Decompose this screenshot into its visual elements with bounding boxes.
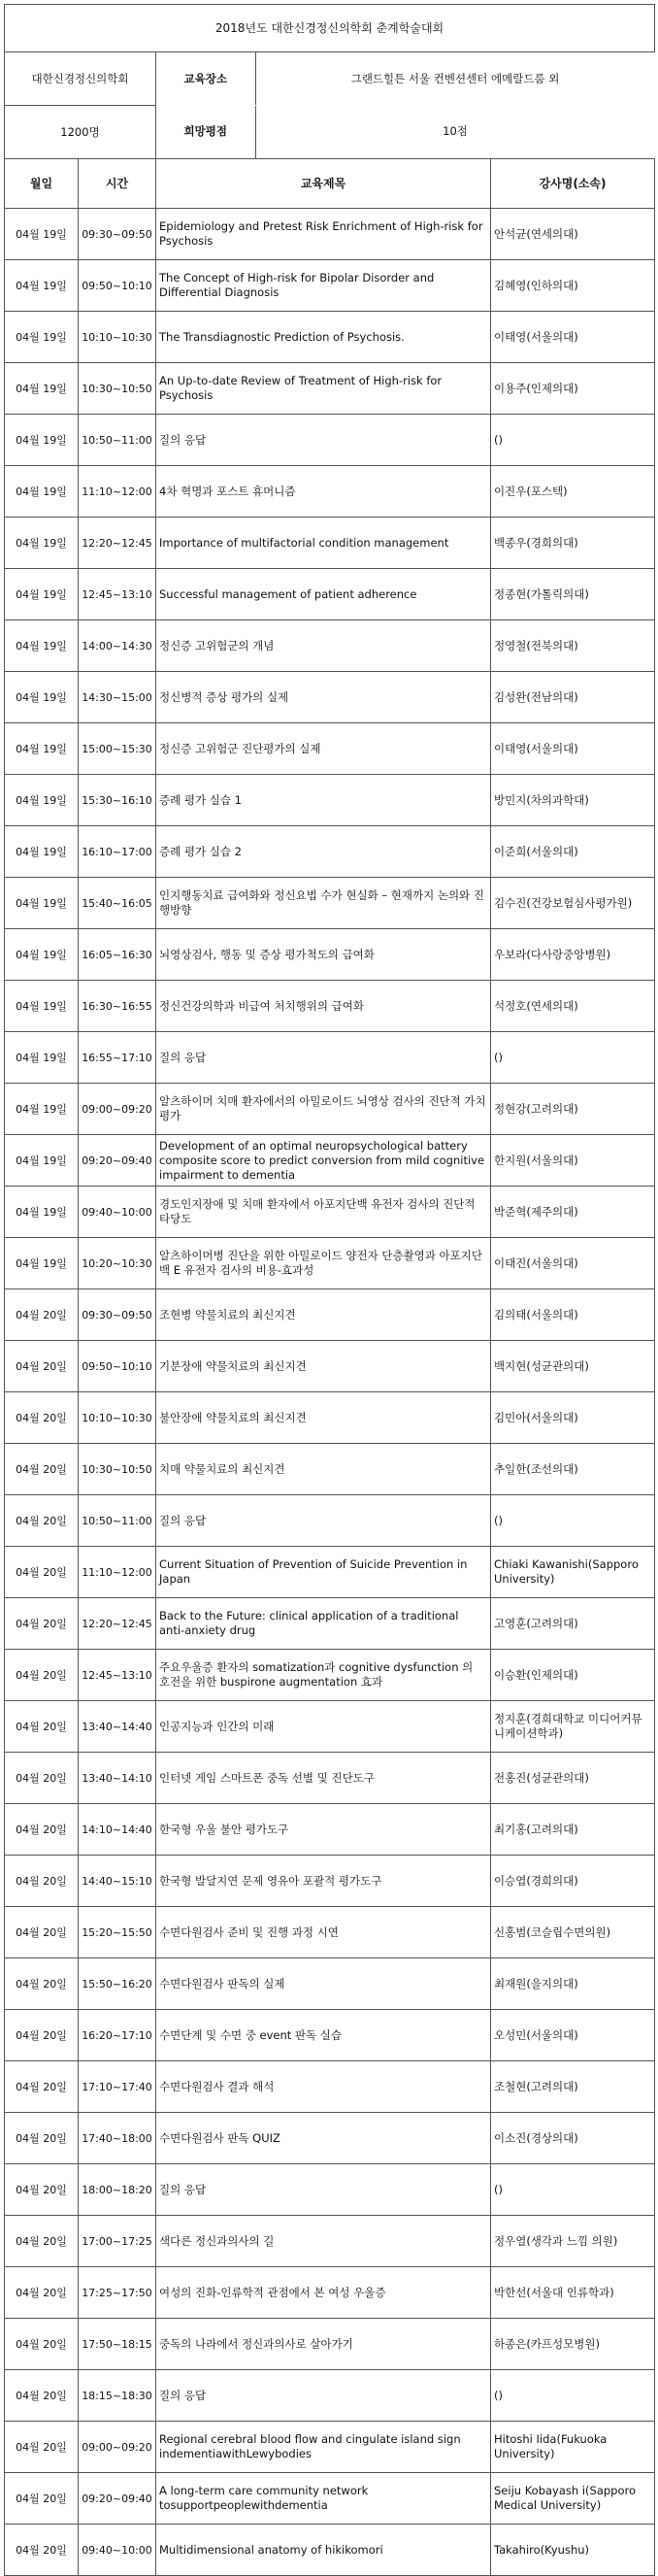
session-row: [5, 1135, 655, 1187]
session-date: 04월 19일: [5, 878, 79, 929]
points-value: 10점: [443, 124, 468, 139]
session-row: [5, 1392, 655, 1444]
session-speaker: 조철현(고려의대): [491, 2061, 655, 2113]
session-row: [5, 363, 655, 415]
session-date: 04월 20일: [5, 1804, 79, 1856]
session-row: [5, 260, 655, 312]
session-speaker: 최재원(을지의대): [491, 1958, 655, 2010]
session-time: 16:10~17:00: [79, 826, 156, 878]
session-title: 인지행동치료 급여화와 정신요법 수가 현실화 – 현재까지 논의와 진행방향: [156, 878, 491, 929]
session-time: 09:40~10:00: [79, 2525, 156, 2576]
session-speaker: 박준혁(제주의대): [491, 1187, 655, 1238]
session-speaker: 이승엽(경희의대): [491, 1856, 655, 1907]
session-title: An Up-to-date Review of Treatment of High-risk for Psychosis: [156, 363, 491, 415]
session-speaker: 김혜영(인하의대): [491, 260, 655, 312]
session-row: [5, 723, 655, 775]
session-title: 수면다원검사 판독의 실제: [156, 1958, 491, 2010]
session-row: [5, 620, 655, 672]
session-row: [5, 1701, 655, 1753]
session-speaker: 오성민(서울의대): [491, 2010, 655, 2061]
session-speaker: 우보라(다사랑중앙병원): [491, 929, 655, 981]
session-time: 17:50~18:15: [79, 2319, 156, 2370]
session-time: 12:45~13:10: [79, 1650, 156, 1701]
page-title: 2018년도 대한신경정신의학회 춘계학술대회: [5, 5, 655, 52]
session-row: [5, 1341, 655, 1392]
session-date: 04월 20일: [5, 1907, 79, 1958]
session-time: 09:40~10:00: [79, 1187, 156, 1238]
session-time: 09:00~09:20: [79, 2422, 156, 2473]
session-title: The Transdiagnostic Prediction of Psychosis.: [156, 312, 491, 363]
session-title: 경도인지장애 및 치매 환자에서 아포지단백 유전자 검사의 진단적 타당도: [156, 1187, 491, 1238]
header-speaker: 강사명(소속): [491, 159, 655, 209]
session-title: 한국형 우울 불안 평가도구: [156, 1804, 491, 1856]
session-time: 09:00~09:20: [79, 1084, 156, 1135]
session-time: 09:50~10:10: [79, 260, 156, 312]
session-row: [5, 1547, 655, 1598]
session-date: 04월 19일: [5, 1238, 79, 1289]
session-time: 17:25~17:50: [79, 2267, 156, 2319]
session-date: 04월 20일: [5, 1650, 79, 1701]
session-date: 04월 20일: [5, 2113, 79, 2164]
session-row: [5, 1084, 655, 1135]
session-date: 04월 19일: [5, 518, 79, 569]
session-date: 04월 20일: [5, 1753, 79, 1804]
session-time: 16:20~17:10: [79, 2010, 156, 2061]
session-time: 09:20~09:40: [79, 1135, 156, 1187]
session-title: 질의 응답: [156, 1495, 491, 1547]
session-row: [5, 209, 655, 260]
session-date: 04월 20일: [5, 1958, 79, 2010]
session-title: 알츠하이머 치매 환자에서의 아밀로이드 뇌영상 검사의 진단적 가치 평가: [156, 1084, 491, 1135]
session-time: 18:00~18:20: [79, 2164, 156, 2216]
session-row: [5, 929, 655, 981]
session-row: [5, 312, 655, 363]
session-time: 12:20~12:45: [79, 518, 156, 569]
session-speaker: 이태진(서울의대): [491, 1238, 655, 1289]
session-time: 09:20~09:40: [79, 2473, 156, 2525]
points-row: [5, 106, 655, 159]
session-title: The Concept of High-risk for Bipolar Disorder and Differential Diagnosis: [156, 260, 491, 312]
session-speaker: 전홍진(성균관의대): [491, 1753, 655, 1804]
session-row: [5, 1958, 655, 2010]
attendance-cell: 1200명: [5, 106, 156, 159]
session-date: 04월 19일: [5, 672, 79, 723]
session-title: A long-term care community network tosupportpeoplewithdementia: [156, 2473, 491, 2525]
column-header-row: [5, 159, 655, 209]
session-row: [5, 518, 655, 569]
session-row: [5, 1289, 655, 1341]
session-speaker: 석정호(연세의대): [491, 981, 655, 1032]
session-time: 14:00~14:30: [79, 620, 156, 672]
session-speaker: 이소진(경상의대): [491, 2113, 655, 2164]
session-row: [5, 569, 655, 620]
session-title: Back to the Future: clinical application of a traditional anti-anxiety drug: [156, 1598, 491, 1650]
session-date: 04월 19일: [5, 775, 79, 826]
session-time: 13:40~14:40: [79, 1701, 156, 1753]
session-date: 04월 19일: [5, 415, 79, 466]
session-row: [5, 2267, 655, 2319]
session-time: 15:30~16:10: [79, 775, 156, 826]
session-title: 여성의 진화-인류학적 관점에서 본 여성 우울증: [156, 2267, 491, 2319]
session-time: 16:05~16:30: [79, 929, 156, 981]
session-title: Multidimensional anatomy of hikikomori: [156, 2525, 491, 2576]
session-time: 14:30~15:00: [79, 672, 156, 723]
session-speaker: Chiaki Kawanishi(Sapporo University): [491, 1547, 655, 1598]
header-date: 월일: [5, 159, 79, 209]
session-speaker: 이준희(서울의대): [491, 826, 655, 878]
session-date: 04월 19일: [5, 981, 79, 1032]
session-date: 04월 19일: [5, 363, 79, 415]
session-speaker: 이용주(인제의대): [491, 363, 655, 415]
session-speaker: 신홍범(코슬립수면의원): [491, 1907, 655, 1958]
session-time: 16:30~16:55: [79, 981, 156, 1032]
session-title: 질의 응답: [156, 2164, 491, 2216]
session-date: 04월 19일: [5, 466, 79, 518]
session-speaker: 이태영(서울의대): [491, 312, 655, 363]
session-time: 10:10~10:30: [79, 1392, 156, 1444]
session-title: 정신병적 증상 평가의 실제: [156, 672, 491, 723]
session-title: 중독의 나라에서 정신과의사로 살아가기: [156, 2319, 491, 2370]
session-title: Importance of multifactorial condition management: [156, 518, 491, 569]
session-speaker: 김민아(서울의대): [491, 1392, 655, 1444]
session-date: 04월 19일: [5, 1032, 79, 1084]
session-time: 16:55~17:10: [79, 1032, 156, 1084]
session-date: 04월 19일: [5, 1084, 79, 1135]
session-row: [5, 466, 655, 518]
session-speaker: 김수진(건강보험심사평가원): [491, 878, 655, 929]
session-title: 수면다원검사 준비 및 진행 과정 시연: [156, 1907, 491, 1958]
session-date: 04월 19일: [5, 723, 79, 775]
session-speaker: 하종은(카프성모병원): [491, 2319, 655, 2370]
session-title: 증례 평가 실습 1: [156, 775, 491, 826]
session-row: [5, 2216, 655, 2267]
session-row: [5, 1650, 655, 1701]
venue-label: 교육장소: [156, 52, 255, 105]
session-date: 04월 20일: [5, 1598, 79, 1650]
session-speaker: (): [491, 1032, 655, 1084]
session-date: 04월 19일: [5, 209, 79, 260]
session-date: 04월 19일: [5, 569, 79, 620]
session-speaker: 이태영(서울의대): [491, 723, 655, 775]
session-speaker: (): [491, 415, 655, 466]
session-speaker: (): [491, 2370, 655, 2422]
session-title: 인공지능과 인간의 미래: [156, 1701, 491, 1753]
organizer-cell: 대한신경정신의학회: [5, 52, 156, 106]
schedule-document: [4, 4, 654, 2576]
session-row: [5, 2370, 655, 2422]
session-time: 17:10~17:40: [79, 2061, 156, 2113]
session-title: 인터넷 게임 스마트폰 중독 선별 및 진단도구: [156, 1753, 491, 1804]
session-time: 13:40~14:10: [79, 1753, 156, 1804]
session-date: 04월 20일: [5, 2319, 79, 2370]
session-date: 04월 20일: [5, 2216, 79, 2267]
session-row: [5, 981, 655, 1032]
session-title: 4차 혁명과 포스트 휴머니즘: [156, 466, 491, 518]
session-row: [5, 1444, 655, 1495]
session-date: 04월 20일: [5, 2061, 79, 2113]
session-row: [5, 2061, 655, 2113]
session-time: 09:50~10:10: [79, 1341, 156, 1392]
session-title: 수면다원검사 판독 QUIZ: [156, 2113, 491, 2164]
session-title: 수면단계 및 수면 중 event 판독 실습: [156, 2010, 491, 2061]
session-date: 04월 20일: [5, 1444, 79, 1495]
session-speaker: 백지현(성균관의대): [491, 1341, 655, 1392]
session-title: 색다른 정신과의사의 길: [156, 2216, 491, 2267]
session-row: [5, 1495, 655, 1547]
session-title: 기분장애 약물치료의 최신지견: [156, 1341, 491, 1392]
session-title: 질의 응답: [156, 415, 491, 466]
session-speaker: 안석균(연세의대): [491, 209, 655, 260]
session-date: 04월 20일: [5, 2164, 79, 2216]
session-speaker: (): [491, 1495, 655, 1547]
session-row: [5, 1238, 655, 1289]
session-row: [5, 672, 655, 723]
session-time: 12:45~13:10: [79, 569, 156, 620]
session-date: 04월 20일: [5, 1856, 79, 1907]
session-title: 질의 응답: [156, 2370, 491, 2422]
session-speaker: Seiju Kobayash i(Sapporo Medical University): [491, 2473, 655, 2525]
session-title: 주요우울증 환자의 somatization과 cognitive dysfunction 의 호전을 위한 buspirone augmentation 효과: [156, 1650, 491, 1701]
session-row: [5, 2010, 655, 2061]
session-speaker: 추일한(조선의대): [491, 1444, 655, 1495]
session-time: 09:30~09:50: [79, 209, 156, 260]
session-row: [5, 1856, 655, 1907]
session-title: 불안장애 약물치료의 최신지견: [156, 1392, 491, 1444]
session-time: 17:00~17:25: [79, 2216, 156, 2267]
session-time: 12:20~12:45: [79, 1598, 156, 1650]
session-time: 10:30~10:50: [79, 363, 156, 415]
session-date: 04월 19일: [5, 260, 79, 312]
session-date: 04월 19일: [5, 1135, 79, 1187]
header-time: 시간: [79, 159, 156, 209]
session-title: 한국형 발달지연 문제 영유아 포괄적 평가도구: [156, 1856, 491, 1907]
session-date: 04월 20일: [5, 2267, 79, 2319]
session-row: [5, 878, 655, 929]
session-time: 11:10~12:00: [79, 1547, 156, 1598]
session-date: 04월 20일: [5, 1392, 79, 1444]
session-speaker: 한지원(서울의대): [491, 1135, 655, 1187]
session-title: Epidemiology and Pretest Risk Enrichment of High-risk for Psychosis: [156, 209, 491, 260]
session-time: 15:00~15:30: [79, 723, 156, 775]
session-date: 04월 19일: [5, 826, 79, 878]
session-title: 뇌영상검사, 행동 및 증상 평가척도의 급여화: [156, 929, 491, 981]
header-title: 교육제목: [156, 159, 491, 209]
session-time: 15:50~16:20: [79, 1958, 156, 2010]
session-date: 04월 20일: [5, 2473, 79, 2525]
session-row: [5, 775, 655, 826]
session-date: 04월 20일: [5, 2010, 79, 2061]
venue-value: 그랜드힐튼 서울 컨벤션센터 에메랄드룸 외: [350, 71, 560, 85]
session-speaker: Takahiro(Kyushu): [491, 2525, 655, 2576]
session-speaker: 정현강(고려의대): [491, 1084, 655, 1135]
session-date: 04월 20일: [5, 1701, 79, 1753]
session-row: [5, 1187, 655, 1238]
session-title: Successful management of patient adherence: [156, 569, 491, 620]
session-title: Regional cerebral blood flow and cingulate island sign indementiawithLewybodies: [156, 2422, 491, 2473]
session-date: 04월 19일: [5, 929, 79, 981]
session-speaker: 김성완(전남의대): [491, 672, 655, 723]
session-date: 04월 19일: [5, 1187, 79, 1238]
session-speaker: 정우열(생각과 느낌 의원): [491, 2216, 655, 2267]
session-title: 알츠하이머병 진단을 위한 아밀로이드 양전자 단층촬영과 아포지단백 E 유전자 검사의 비용-효과성: [156, 1238, 491, 1289]
session-time: 15:20~15:50: [79, 1907, 156, 1958]
session-date: 04월 19일: [5, 620, 79, 672]
session-row: [5, 2113, 655, 2164]
session-speaker: 최기홍(고려의대): [491, 1804, 655, 1856]
session-time: 10:20~10:30: [79, 1238, 156, 1289]
session-date: 04월 20일: [5, 2525, 79, 2576]
session-speaker: 정종현(가톨릭의대): [491, 569, 655, 620]
session-row: [5, 415, 655, 466]
session-row: [5, 1598, 655, 1650]
session-speaker: 박한선(서울대 인류학과): [491, 2267, 655, 2319]
session-speaker: 이승환(인제의대): [491, 1650, 655, 1701]
venue-row: [5, 52, 655, 106]
session-row: [5, 2319, 655, 2370]
session-row: [5, 2525, 655, 2576]
session-date: 04월 20일: [5, 1495, 79, 1547]
session-title: 증례 평가 실습 2: [156, 826, 491, 878]
session-time: 10:30~10:50: [79, 1444, 156, 1495]
session-row: [5, 826, 655, 878]
session-title: 치매 약물치료의 최신지견: [156, 1444, 491, 1495]
session-row: [5, 2422, 655, 2473]
session-row: [5, 2164, 655, 2216]
session-date: 04월 20일: [5, 1341, 79, 1392]
session-title: Development of an optimal neuropsychological battery composite score to predict conversion from mild cognitive impairment to dementia: [156, 1135, 491, 1187]
session-date: 04월 20일: [5, 2370, 79, 2422]
session-title: 질의 응답: [156, 1032, 491, 1084]
session-title: 정신증 고위험군 진단평가의 실제: [156, 723, 491, 775]
session-date: 04월 20일: [5, 1289, 79, 1341]
session-date: 04월 20일: [5, 2422, 79, 2473]
session-row: [5, 1753, 655, 1804]
session-title: 수면다원검사 결과 해석: [156, 2061, 491, 2113]
session-speaker: (): [491, 2164, 655, 2216]
session-time: 10:10~10:30: [79, 312, 156, 363]
session-row: [5, 2473, 655, 2525]
session-time: 14:40~15:10: [79, 1856, 156, 1907]
session-time: 17:40~18:00: [79, 2113, 156, 2164]
session-speaker: 고영훈(고려의대): [491, 1598, 655, 1650]
session-speaker: 정지훈(경희대학교 미디어커뮤니케이션학과): [491, 1701, 655, 1753]
session-time: 09:30~09:50: [79, 1289, 156, 1341]
session-time: 18:15~18:30: [79, 2370, 156, 2422]
session-speaker: 정영철(전북의대): [491, 620, 655, 672]
session-time: 10:50~11:00: [79, 415, 156, 466]
session-date: 04월 19일: [5, 312, 79, 363]
session-title: 정신증 고위험군의 개념: [156, 620, 491, 672]
session-row: [5, 1907, 655, 1958]
session-time: 10:50~11:00: [79, 1495, 156, 1547]
session-row: [5, 1032, 655, 1084]
session-title: 정신건강의학과 비급여 처치행위의 급여화: [156, 981, 491, 1032]
session-time: 14:10~14:40: [79, 1804, 156, 1856]
session-speaker: 방민지(차의과학대): [491, 775, 655, 826]
schedule-table: [4, 4, 655, 2576]
title-row: [5, 5, 655, 52]
session-speaker: Hitoshi Iida(Fukuoka University): [491, 2422, 655, 2473]
session-row: [5, 1804, 655, 1856]
session-date: 04월 20일: [5, 1547, 79, 1598]
session-speaker: 백종우(경희의대): [491, 518, 655, 569]
session-speaker: 김의태(서울의대): [491, 1289, 655, 1341]
session-time: 11:10~12:00: [79, 466, 156, 518]
session-title: 조현병 약물치료의 최신지견: [156, 1289, 491, 1341]
session-speaker: 이진우(포스텍): [491, 466, 655, 518]
points-label: 희망평점: [156, 106, 255, 158]
session-title: Current Situation of Prevention of Suicide Prevention in Japan: [156, 1547, 491, 1598]
session-time: 15:40~16:05: [79, 878, 156, 929]
